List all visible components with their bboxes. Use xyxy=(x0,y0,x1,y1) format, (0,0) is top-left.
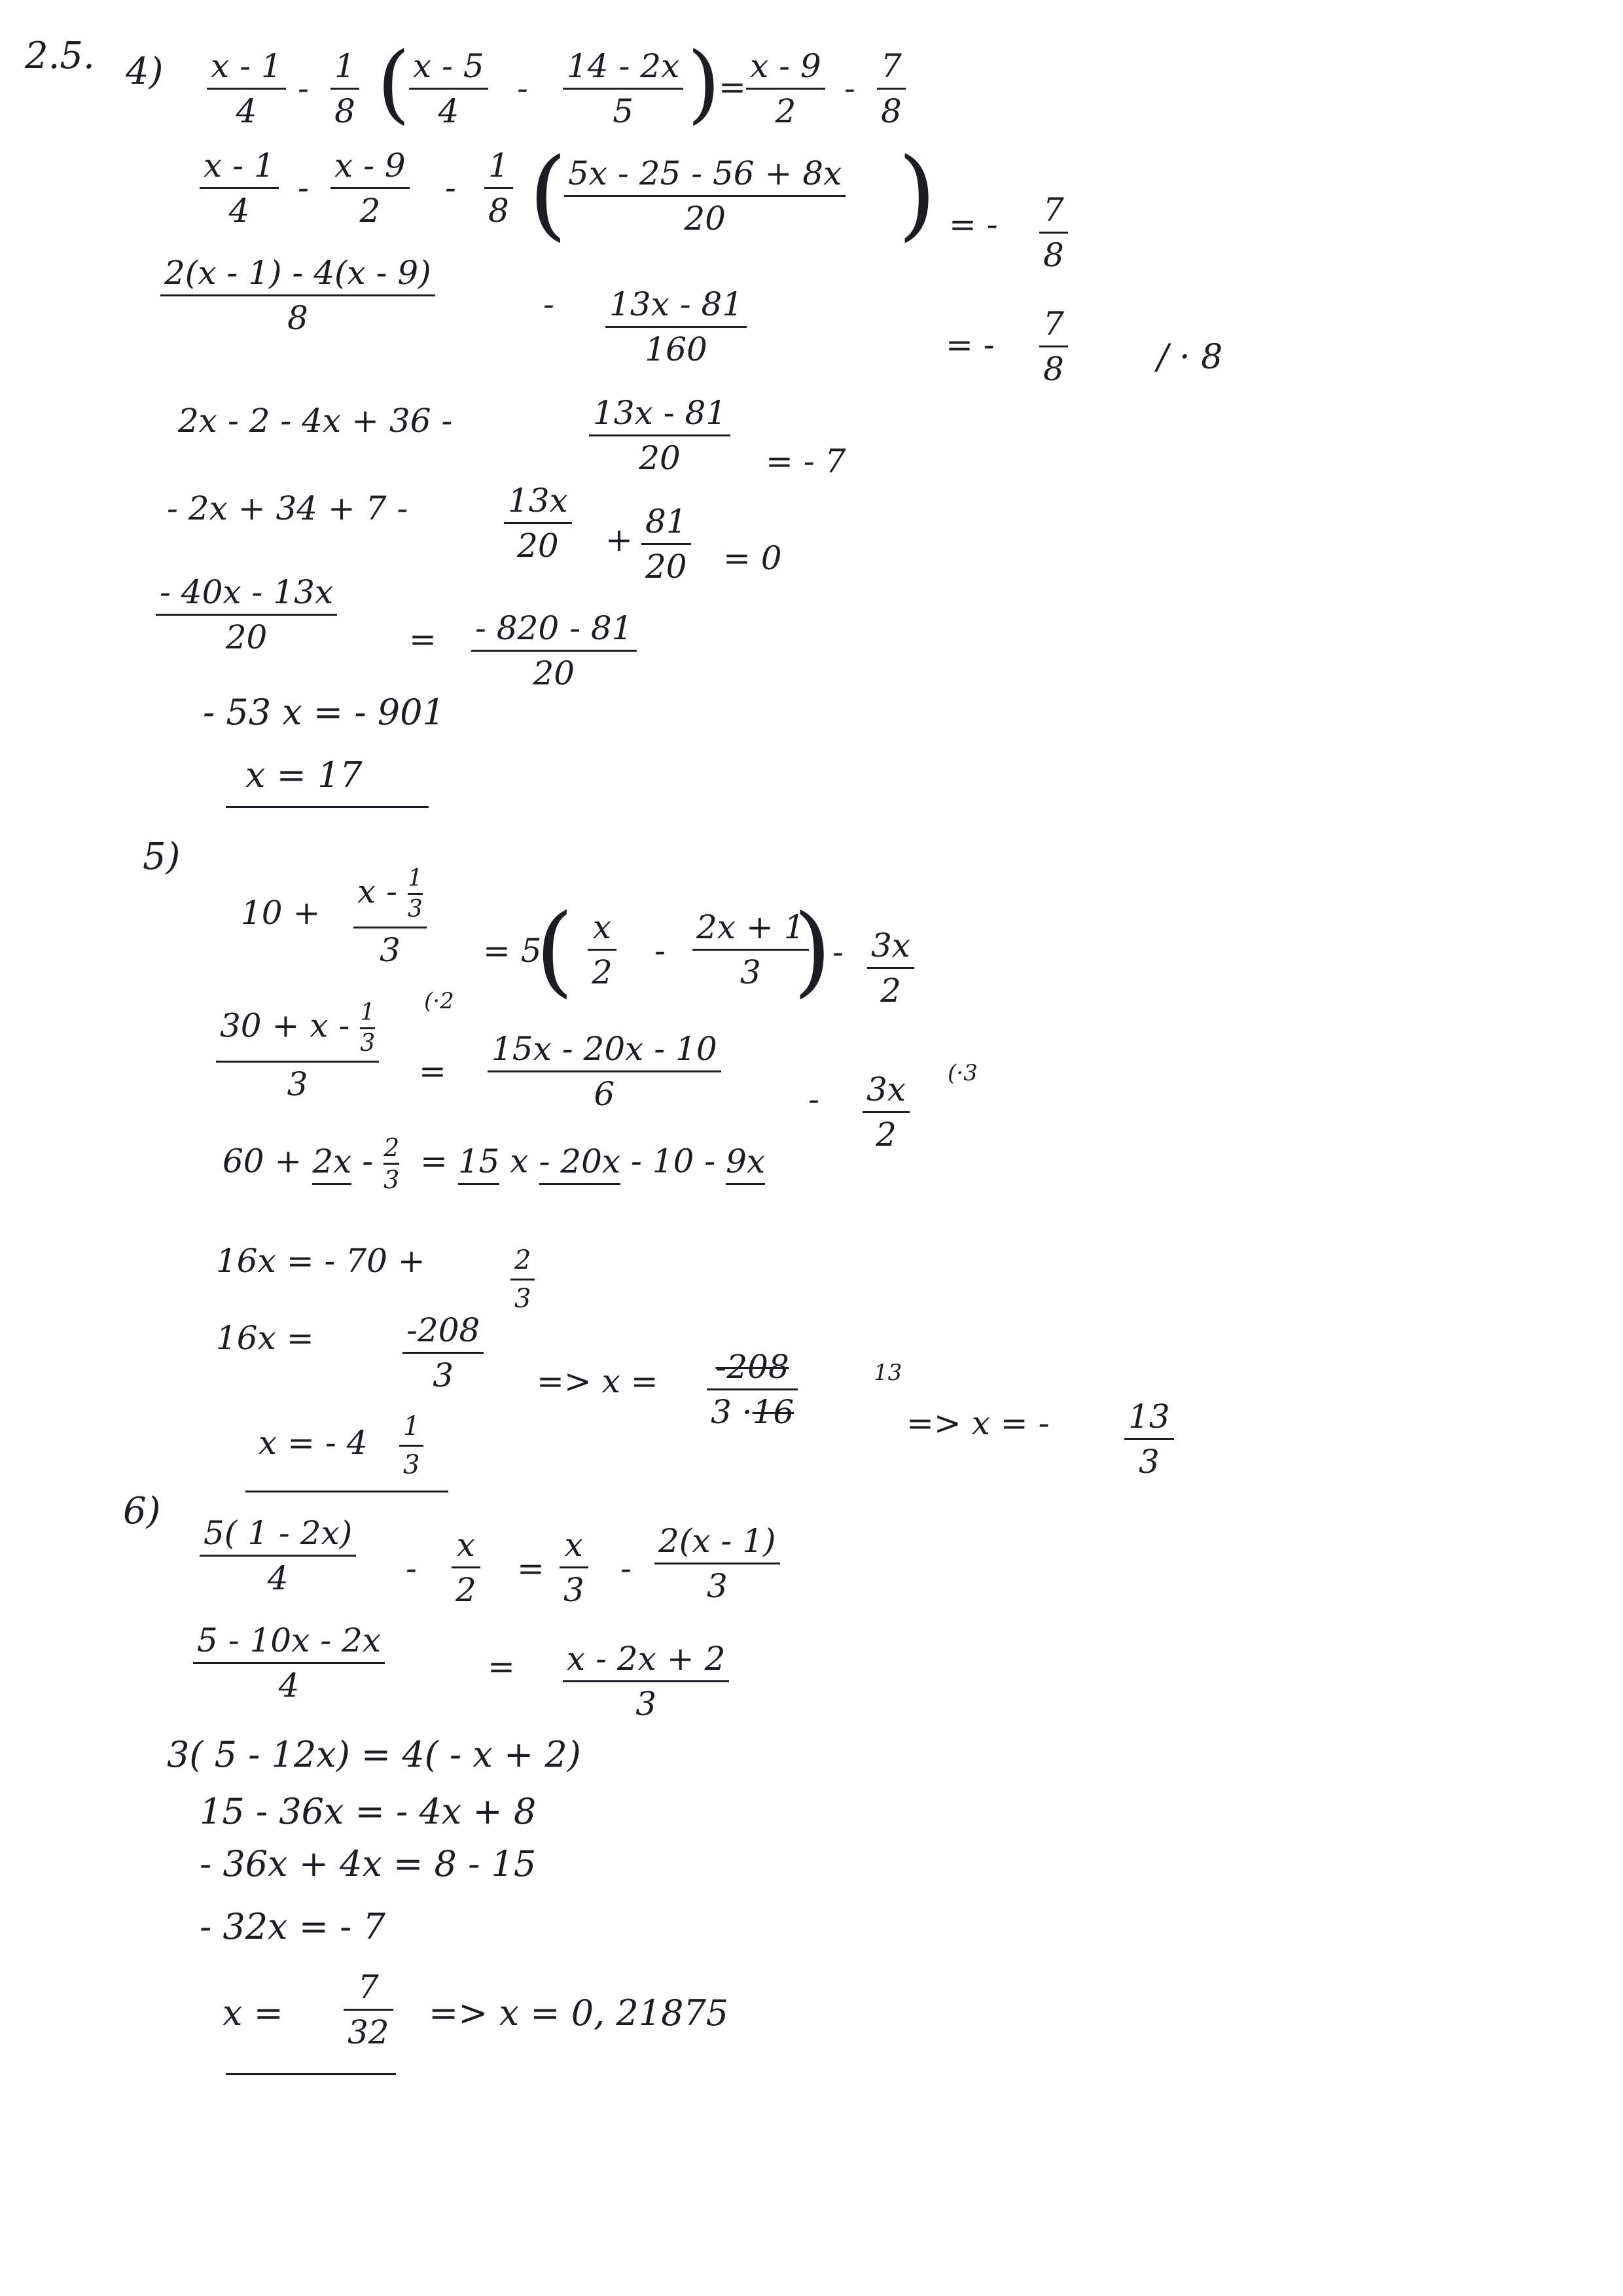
result-underline xyxy=(226,806,429,808)
fraction: 2(x - 1) 3 xyxy=(654,1525,780,1602)
p6-line-5: - 36x + 4x = 8 - 15 xyxy=(200,1843,537,1884)
equals-sign: = xyxy=(488,1648,515,1686)
fraction: 7 32 xyxy=(344,1971,393,2049)
minus-sign: - xyxy=(517,69,528,107)
fraction: -208 3 xyxy=(402,1314,484,1392)
minus-sign: - xyxy=(406,1549,417,1587)
left-paren: ( xyxy=(377,33,410,133)
fraction: 5( 1 - 2x) 4 xyxy=(200,1517,356,1595)
minus-sign: - xyxy=(844,69,855,107)
fraction: 13 3 xyxy=(1124,1400,1174,1478)
fraction: 7 8 xyxy=(877,50,906,128)
minus-sign: - xyxy=(445,169,456,207)
fraction: x - 1 4 xyxy=(207,50,286,128)
fraction: 30 + x - $\frac{1}{3}$ 3 xyxy=(216,1001,379,1101)
fraction: 2x + 1 3 xyxy=(692,911,809,989)
expression: - 2x + 34 + 7 - xyxy=(167,489,408,527)
fraction: x 3 xyxy=(560,1528,588,1606)
fraction: x 2 xyxy=(452,1528,480,1606)
p6-line-4: 15 - 36x = - 4x + 8 xyxy=(200,1791,537,1832)
equals-sign: = - xyxy=(949,205,998,243)
fraction: x - 9 2 xyxy=(330,149,410,227)
equals-sign: = xyxy=(517,1549,544,1587)
expression: 2x - 2 - 4x + 36 - xyxy=(178,402,453,440)
p6-line-6: - 32x = - 7 xyxy=(200,1906,385,1947)
left-paren: ( xyxy=(535,894,574,1008)
plus-sign: + xyxy=(605,521,633,559)
right-paren: ) xyxy=(898,137,936,251)
fraction: 15x - 20x - 10 6 xyxy=(488,1033,721,1110)
p4-result: x = 17 xyxy=(245,754,363,796)
minus-sign: - xyxy=(654,932,666,970)
minus-sign: - xyxy=(620,1549,632,1587)
fraction: 2(x - 1) - 4(x - 9) 8 xyxy=(160,256,435,334)
minus-sign: - xyxy=(298,169,309,207)
fraction: x - 5 4 xyxy=(409,50,488,128)
problem-4-label: 4) xyxy=(126,50,164,93)
fraction: - 820 - 81 20 xyxy=(471,612,637,690)
equals-sign: = xyxy=(419,1052,446,1090)
problem-6-label: 6) xyxy=(123,1490,161,1532)
fraction: -208 3 ·16 xyxy=(707,1351,798,1428)
fraction: x - 1 4 xyxy=(200,149,279,227)
left-paren: ( xyxy=(529,137,567,251)
fraction: 3x 2 xyxy=(867,929,914,1007)
equals-sign: = xyxy=(409,620,437,658)
fraction: 5 - 10x - 2x 4 xyxy=(193,1624,385,1702)
fraction: x - 9 2 xyxy=(746,50,825,128)
fraction: 3x 2 xyxy=(863,1073,910,1151)
fraction: x - $\frac{1}{3}$ 3 xyxy=(353,867,427,966)
minus-sign: - xyxy=(298,69,309,107)
fraction: 7 8 xyxy=(1039,308,1068,385)
fraction: 13x 20 xyxy=(504,484,572,562)
exercise-number: 2.5. xyxy=(25,35,95,77)
expression: x = - 4 xyxy=(259,1424,368,1462)
multiply-note: (·2 xyxy=(424,988,454,1014)
fraction: 2 3 xyxy=(510,1247,535,1312)
fraction: 5x - 25 - 56 + 8x 20 xyxy=(564,157,846,235)
expression: => x = 0, 21875 xyxy=(429,1992,729,2034)
p4-line-7: - 53 x = - 901 xyxy=(203,692,445,733)
expression: = - 7 xyxy=(766,442,846,480)
fraction: 13x - 81 160 xyxy=(605,288,747,366)
right-paren: ) xyxy=(687,33,721,133)
p6-line-3: 3( 5 - 12x) = 4( - x + 2) xyxy=(167,1734,581,1775)
equals-sign: = - xyxy=(946,326,995,364)
fraction: 7 8 xyxy=(1039,194,1068,272)
fraction: 1 8 xyxy=(330,50,359,128)
result-underline xyxy=(245,1491,448,1492)
fraction: x 2 xyxy=(588,911,616,989)
minus-sign: - xyxy=(543,285,554,323)
fraction: 81 20 xyxy=(641,505,691,583)
expression: 10 + xyxy=(241,894,321,932)
expression: => x = - xyxy=(906,1404,1050,1442)
problem-5-label: 5) xyxy=(143,836,181,878)
fraction: 1 8 xyxy=(484,149,513,227)
fraction: 1 3 xyxy=(399,1413,423,1478)
expression: 16x = xyxy=(216,1319,314,1357)
multiply-note: (·3 xyxy=(948,1060,978,1086)
expression: 16x = - 70 + xyxy=(216,1242,425,1280)
minus-sign: - xyxy=(832,933,844,971)
expression: = 5 xyxy=(483,932,542,970)
result-underline xyxy=(226,2073,396,2075)
p5-line-3: 60 + 2x - $\frac{2}{3}$ = 15 x - 20x - 10 - 9x xyxy=(223,1133,766,1194)
fraction: 13x - 81 20 xyxy=(589,397,730,474)
reduction-note: 13 xyxy=(874,1360,902,1386)
minus-sign: - xyxy=(808,1080,819,1118)
equals-sign: = xyxy=(719,68,746,106)
expression: => x = xyxy=(537,1362,658,1400)
right-paren: ) xyxy=(793,894,832,1008)
fraction: 14 - 2x 5 xyxy=(563,50,683,128)
multiply-note: / · 8 xyxy=(1157,338,1223,377)
fraction: x - 2x + 2 3 xyxy=(563,1642,729,1720)
expression: x = xyxy=(223,1992,283,2034)
expression: = 0 xyxy=(723,539,782,577)
fraction: - 40x - 13x 20 xyxy=(156,576,337,654)
